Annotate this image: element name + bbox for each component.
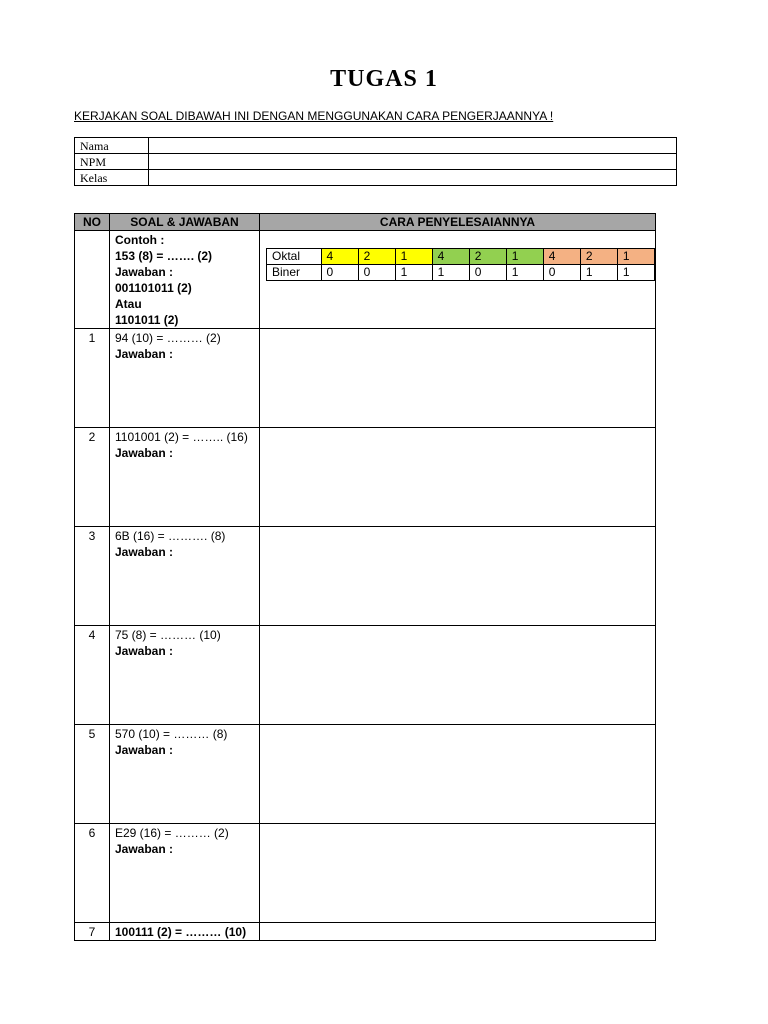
example-line: Atau — [115, 297, 142, 311]
binary-row — [267, 265, 655, 281]
octal-cell: 1 — [617, 249, 654, 265]
example-line: Contoh : — [115, 233, 165, 247]
binary-cell: 1 — [580, 265, 617, 281]
binary-cell: 0 — [321, 265, 358, 281]
question-text: 570 (10) = ……… (8) — [115, 727, 228, 741]
question-number: 1 — [75, 329, 110, 428]
binary-cell: 1 — [395, 265, 432, 281]
identity-table — [74, 137, 677, 186]
question-cell — [110, 428, 260, 527]
solution-area[interactable] — [260, 329, 656, 428]
binary-cell: 1 — [617, 265, 654, 281]
question-cell — [110, 329, 260, 428]
identity-row-npm — [75, 154, 677, 170]
question-number: 5 — [75, 725, 110, 824]
nama-label: Nama — [75, 138, 149, 154]
question-row — [75, 725, 656, 824]
answer-label: Jawaban : — [115, 644, 174, 658]
octal-row — [267, 249, 655, 265]
question-number: 7 — [75, 923, 110, 941]
npm-field[interactable] — [149, 154, 677, 170]
binary-cell: 1 — [506, 265, 543, 281]
answer-label: Jawaban : — [115, 545, 174, 559]
octal-binary-table — [266, 248, 655, 281]
question-text: 6B (16) = ………. (8) — [115, 529, 226, 543]
octal-cell: 4 — [321, 249, 358, 265]
solution-area[interactable] — [260, 725, 656, 824]
binary-cell: 1 — [432, 265, 469, 281]
identity-row-nama — [75, 138, 677, 154]
instruction-text: KERJAKAN SOAL DIBAWAH INI DENGAN MENGGUNAKAN CARA PENGERJAANNYA ! — [74, 109, 554, 123]
question-cell — [110, 923, 260, 941]
octal-cell: 2 — [580, 249, 617, 265]
question-number: 6 — [75, 824, 110, 923]
kelas-field[interactable] — [149, 170, 677, 186]
example-no-cell — [75, 231, 110, 329]
question-text: 94 (10) = ……… (2) — [115, 331, 221, 345]
octal-cell: 2 — [469, 249, 506, 265]
example-line: 001101011 (2) — [115, 281, 192, 295]
example-cara-cell — [260, 231, 656, 329]
example-row — [75, 231, 656, 329]
nama-field[interactable] — [149, 138, 677, 154]
question-row — [75, 626, 656, 725]
header-cara: CARA PENYELESAIANNYA — [260, 214, 656, 231]
question-cell — [110, 824, 260, 923]
binary-row-label: Biner — [267, 265, 322, 281]
question-text: 100111 (2) = ……… (10) — [115, 925, 247, 939]
question-row — [75, 527, 656, 626]
table-header-row — [75, 214, 656, 231]
npm-label: NPM — [75, 154, 149, 170]
identity-row-kelas — [75, 170, 677, 186]
answer-label: Jawaban : — [115, 347, 174, 361]
page-title: TUGAS 1 — [330, 66, 438, 92]
octal-cell: 1 — [395, 249, 432, 265]
question-row — [75, 824, 656, 923]
solution-area[interactable] — [260, 626, 656, 725]
question-cell — [110, 725, 260, 824]
question-cell — [110, 626, 260, 725]
solution-area[interactable] — [260, 527, 656, 626]
question-number: 2 — [75, 428, 110, 527]
answer-label: Jawaban : — [115, 743, 174, 757]
answer-label: Jawaban : — [115, 842, 174, 856]
octal-row-label: Oktal — [267, 249, 322, 265]
binary-cell: 0 — [469, 265, 506, 281]
solution-area[interactable] — [260, 824, 656, 923]
binary-cell: 0 — [358, 265, 395, 281]
octal-cell: 4 — [432, 249, 469, 265]
question-text: 1101001 (2) = …….. (16) — [115, 430, 248, 444]
question-number: 4 — [75, 626, 110, 725]
question-row — [75, 923, 656, 941]
assignment-table — [74, 213, 656, 941]
binary-cell: 0 — [543, 265, 580, 281]
octal-cell: 1 — [506, 249, 543, 265]
header-no: NO — [75, 214, 110, 231]
question-cell — [110, 527, 260, 626]
header-soal: SOAL & JAWABAN — [110, 214, 260, 231]
octal-cell: 2 — [358, 249, 395, 265]
example-line: Jawaban : — [115, 265, 174, 279]
question-text: 75 (8) = ……… (10) — [115, 628, 221, 642]
example-line: 153 (8) = ……. (2) — [115, 249, 213, 263]
question-number: 3 — [75, 527, 110, 626]
example-line: 1101011 (2) — [115, 313, 179, 327]
kelas-label: Kelas — [75, 170, 149, 186]
solution-area[interactable] — [260, 428, 656, 527]
example-soal-cell — [110, 231, 260, 329]
question-row — [75, 428, 656, 527]
answer-label: Jawaban : — [115, 446, 174, 460]
question-text: E29 (16) = ……… (2) — [115, 826, 229, 840]
solution-area[interactable] — [260, 923, 656, 941]
octal-cell: 4 — [543, 249, 580, 265]
question-row — [75, 329, 656, 428]
